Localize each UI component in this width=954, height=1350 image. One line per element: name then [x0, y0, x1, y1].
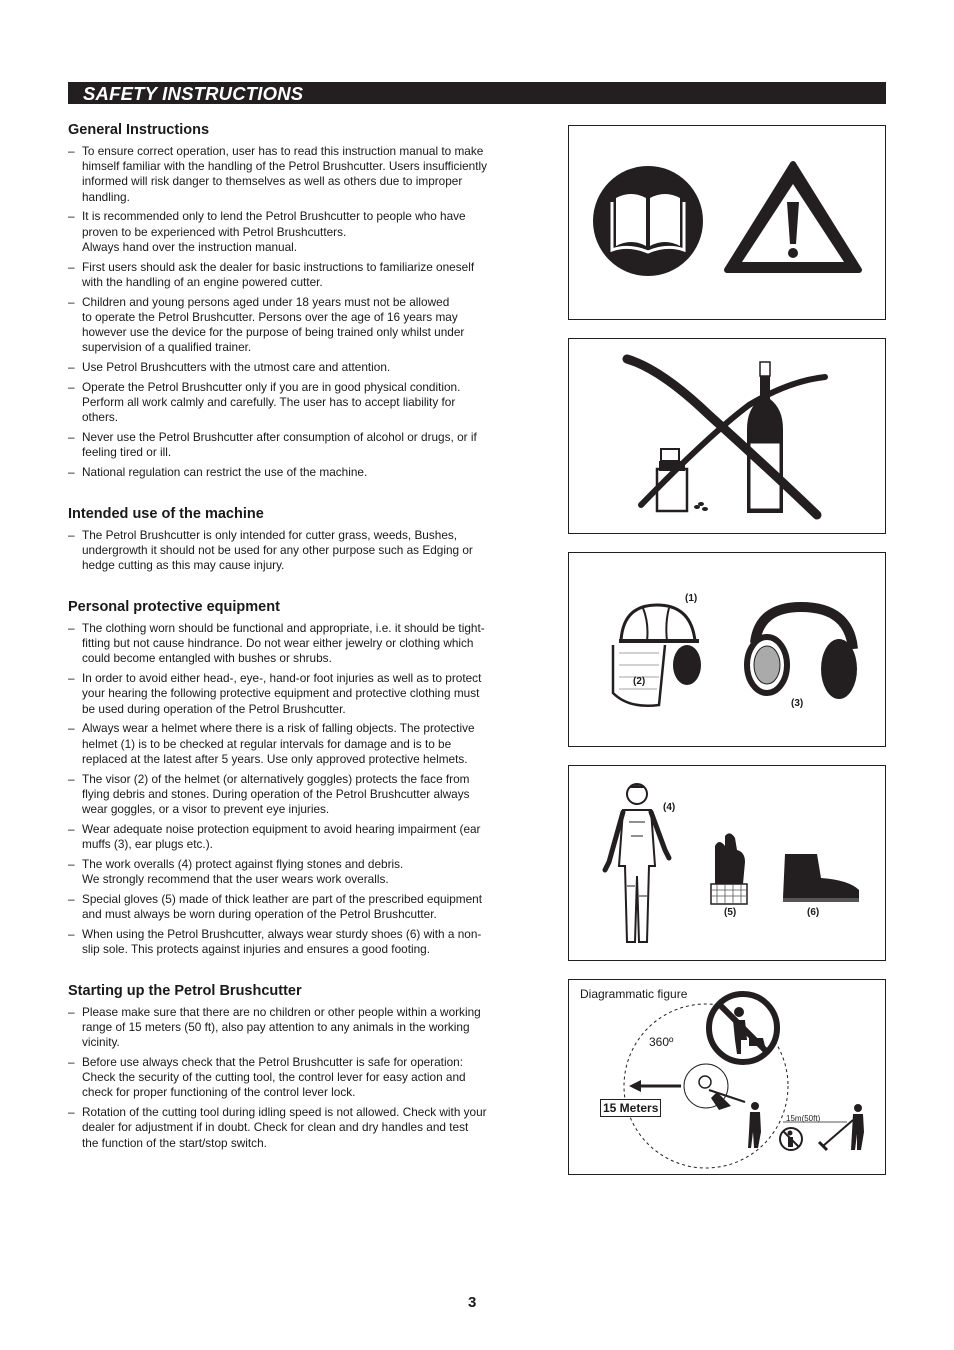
list-item	[68, 1055, 530, 1101]
list-item-line: handling.	[82, 189, 130, 204]
list-item-line: – Please make sure that there are no children or other people within a working	[82, 1004, 481, 1019]
label-overalls: (4)	[663, 802, 676, 813]
glove-icon	[711, 833, 747, 904]
heading-intended-use: Intended use of the machine	[68, 505, 264, 522]
list-item-line: – To ensure correct operation, user has to read this instruction manual to make	[82, 144, 484, 158]
list-item-line: fitting but not cause hindrance. Do not wear either jewelry or clothing which	[82, 636, 474, 651]
text-column	[68, 121, 530, 1155]
list-item-line: – It is recommended only to lend the Petrol Brushcutter to people who have	[82, 209, 466, 224]
list-item	[68, 465, 530, 480]
list-item-line: – Never use the Petrol Brushcutter after consumption of alcohol or drugs, or if	[82, 430, 477, 445]
list-item-line: – The visor (2) of the helmet (or alternatively goggles) protects the face from	[82, 771, 470, 786]
list-item-line: Check the security of the cutting tool, the control lever for easy action and	[82, 1070, 466, 1085]
warning-triangle-icon	[727, 164, 859, 270]
list-item-line: Always hand over the instruction manual.	[82, 239, 298, 254]
list-item	[68, 857, 530, 887]
list-item-line: – Use Petrol Brushcutters with the utmost care and attention.	[82, 360, 391, 375]
list-item-line: – Children and young persons aged under 18 years must not be allowed	[82, 294, 450, 309]
list-item	[68, 892, 530, 922]
list-item	[68, 822, 530, 852]
label-helmet: (1)	[685, 593, 698, 604]
overalls-worker-icon	[605, 784, 669, 942]
diagram-caption: Diagrammatic figure	[580, 987, 688, 1001]
list-item	[68, 209, 530, 255]
prohibition-cross-icon	[627, 359, 825, 515]
list-item-line: – First users should ask the dealer for basic instructions to familiarize oneself	[82, 259, 475, 274]
list-item-line: your hearing the following protective equipment and protective clothing must	[82, 686, 480, 701]
list-item-line: check for proper functioning of the control lever lock.	[82, 1085, 356, 1100]
list-item-line: – The Petrol Brushcutter is only intended for cutter grass, weeds, Bushes,	[82, 527, 458, 542]
list-item-line: – The clothing worn should be functional and appropriate, i.e. it should be tight-	[82, 621, 485, 636]
distance-small-label: 15m(50ft)	[786, 1114, 821, 1123]
bottle-icon	[747, 362, 783, 513]
section-banner	[68, 82, 886, 104]
label-earmuffs: (3)	[791, 698, 804, 709]
figure-no-alcohol	[568, 338, 886, 534]
list-item-line: replaced at the latest after 5 years. Use only approved protective helmets.	[82, 751, 468, 766]
list-item-line: to operate the Petrol Brushcutter. Persons over the age of 16 years may	[82, 309, 458, 324]
figure-head-protection	[568, 552, 886, 747]
list-item	[68, 721, 530, 767]
list-item-line: – Before use always check that the Petrol Brushcutter is safe for operation:	[82, 1055, 463, 1070]
list-startup	[68, 1005, 530, 1151]
page-number: 3	[468, 1294, 477, 1311]
list-item-line: – Rotation of the cutting tool during idling speed is not allowed. Check with your	[82, 1105, 487, 1120]
label-shoes: (6)	[807, 907, 820, 918]
section-general	[68, 121, 530, 480]
list-item-line: informed will risk danger to themselves as well as others due to improper	[82, 174, 463, 189]
heading-ppe: Personal protective equipment	[68, 599, 280, 616]
list-item-line: We strongly recommend that the user wears work overalls.	[82, 872, 389, 887]
list-item-line: and must always be worn during operation of the Petrol Brushcutter.	[82, 907, 437, 922]
list-item-line: – Always wear a helmet where there is a risk of falling objects. The protective	[82, 721, 475, 736]
section-startup	[68, 982, 530, 1151]
list-item-line: – Special gloves (5) made of thick leather are part of the prescribed equipment	[82, 891, 482, 906]
list-item-line: wear goggles, or a visor to prevent eye injuries.	[82, 802, 330, 817]
list-item-line: however use the device for the purpose of being trained only whilst under	[82, 325, 465, 340]
list-item-line: others.	[82, 410, 119, 425]
earmuffs-icon	[747, 607, 857, 699]
list-item	[68, 1105, 530, 1151]
list-item-line: helmet (1) is to be checked at regular intervals for damage and is to be	[82, 736, 452, 751]
list-item	[68, 528, 530, 574]
list-item	[68, 671, 530, 717]
section-ppe	[68, 598, 530, 957]
list-item-line: the function of the start/stop switch.	[82, 1135, 267, 1150]
list-item-line: himself familiar with the handling of the Petrol Brushcutter. Users insufficiently	[82, 159, 487, 174]
figure-working-range	[568, 979, 886, 1175]
list-intended-use	[68, 528, 530, 574]
read-manual-icon	[593, 166, 703, 276]
page-title: SAFETY INSTRUCTIONS	[83, 83, 304, 104]
list-item-line: hedge cutting as this may cause injury.	[82, 558, 285, 573]
figure-protective-clothing	[568, 765, 886, 961]
list-item	[68, 430, 530, 460]
list-item-line: slip sole. This protects against injuries and ensures a good footing.	[82, 942, 430, 957]
list-item-line: range of 15 meters (50 ft), also pay attention to any animals in the working	[82, 1020, 470, 1035]
list-item	[68, 772, 530, 818]
list-item-line: proven to be experienced with Petrol Brushcutters.	[82, 224, 347, 239]
list-item-line: muffs (3), ear plugs etc.).	[82, 837, 213, 852]
section-intended-use	[68, 505, 530, 574]
list-general	[68, 144, 530, 480]
arrow-icon	[629, 1080, 681, 1092]
list-item-line: Perform all work calmly and carefully. The user has to accept liability for	[82, 395, 456, 410]
distant-operator-icon	[819, 1104, 864, 1150]
no-people-animals-icon	[709, 994, 777, 1062]
heading-general: General Instructions	[68, 122, 210, 138]
list-item-line: supervision of a qualified trainer.	[82, 340, 252, 355]
list-item-line: – When using the Petrol Brushcutter, always wear sturdy shoes (6) with a non-	[82, 926, 482, 941]
list-item-line: be used during operation of the Petrol Brushcutter.	[82, 701, 346, 716]
list-item-line: with the handling of an engine powered cutter.	[82, 274, 323, 289]
no-child-icon	[780, 1128, 802, 1150]
helmet-icon	[613, 605, 701, 706]
operator-icon	[748, 1102, 761, 1148]
list-item-line: undergrowth it should not be used for any other purpose such as Edging or	[82, 543, 473, 558]
list-item-line: – In order to avoid either head-, eye-, hand-or foot injuries as well as to protect	[82, 671, 482, 686]
figure-read-manual	[568, 125, 886, 320]
list-item	[68, 1005, 530, 1051]
list-item-line: could become entangled with bushes or shrubs.	[82, 651, 332, 666]
label-visor: (2)	[633, 676, 646, 687]
cutter-head-icon	[684, 1064, 745, 1110]
list-item-line: dealer for adjustment if in doubt. Check for clean and dry handles and test	[82, 1120, 469, 1135]
list-ppe	[68, 621, 530, 957]
list-item-line: – Wear adequate noise protection equipment to avoid hearing impairment (ear	[82, 821, 481, 836]
label-gloves: (5)	[724, 907, 737, 918]
list-item	[68, 295, 530, 356]
list-item	[68, 360, 530, 375]
list-item-line: flying debris and stones. During operation of the Petrol Brushcutter always	[82, 786, 470, 801]
boot-icon	[783, 854, 859, 902]
list-item-line: vicinity.	[82, 1035, 120, 1050]
heading-startup: Starting up the Petrol Brushcutter	[68, 982, 302, 999]
angle-label: 360º	[649, 1035, 674, 1049]
list-item	[68, 621, 530, 667]
list-item	[68, 380, 530, 426]
list-item	[68, 260, 530, 290]
list-item-line: feeling tired or ill.	[82, 445, 172, 460]
list-item-line: – National regulation can restrict the use of the machine.	[82, 465, 368, 480]
list-item	[68, 144, 530, 205]
list-item	[68, 927, 530, 957]
distance-label: 15 Meters	[600, 1099, 661, 1117]
list-item-line: – Operate the Petrol Brushcutter only if you are in good physical condition.	[82, 379, 461, 394]
list-item-line: – The work overalls (4) protect against flying stones and debris.	[82, 856, 404, 871]
